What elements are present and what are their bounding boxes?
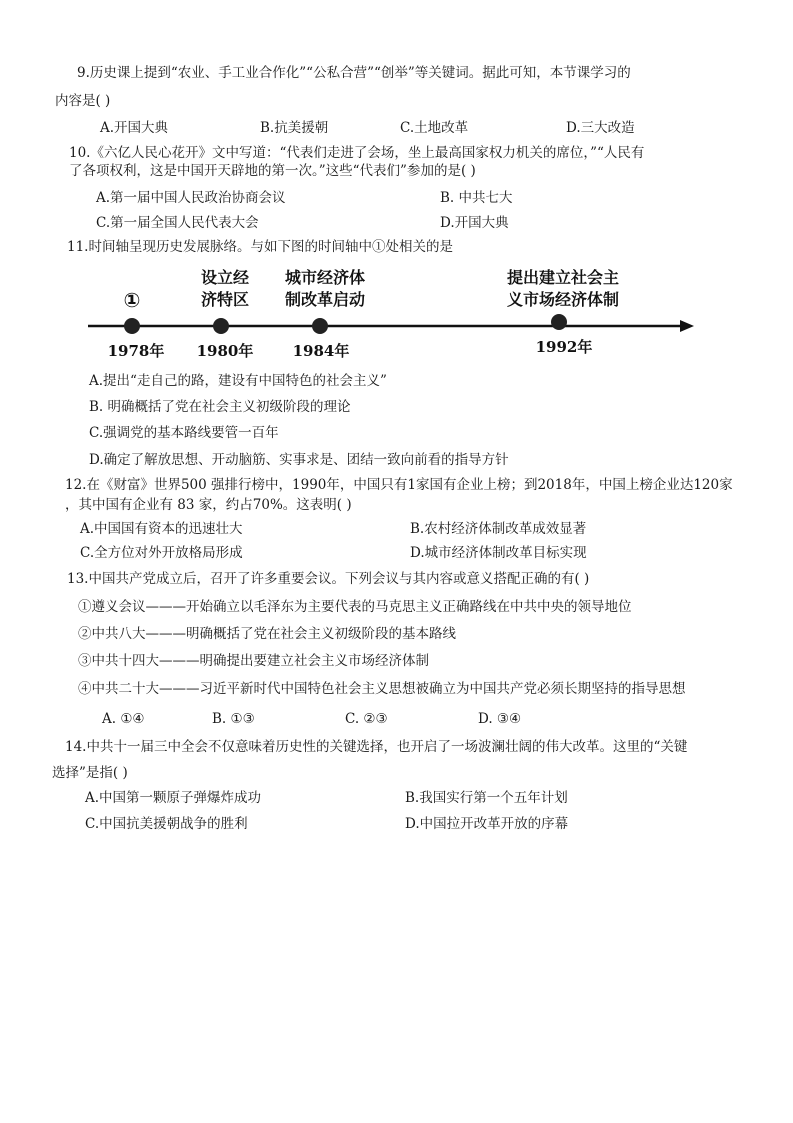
q11-option-b: B. 明确概括了党在社会主义初级阶段的理论 (89, 399, 351, 415)
q14-option-b: B.我国实行第一个五年计划 (405, 790, 568, 806)
timeline-marker-1: ① (123, 288, 141, 312)
q14-option-a: A.中国第一颗原子弹爆炸成功 (85, 790, 262, 806)
q10-option-c: C.第一届全国人民代表大会 (96, 215, 259, 231)
q13-option-a: A. ①④ (102, 711, 145, 727)
q12-option-b: B.农村经济体制改革成效显著 (410, 521, 587, 537)
q14-option-d: D.中国拉开改革开放的序幕 (405, 816, 569, 832)
q11-option-a: A.提出“走自己的路，建设有中国特色的社会主义” (89, 373, 387, 389)
q12-option-d: D.城市经济体制改革目标实现 (410, 545, 587, 561)
q9-option-a: A.开国大典 (100, 120, 169, 136)
timeline-arrow (680, 320, 694, 332)
timeline-dot-1984 (312, 318, 328, 334)
timeline-event-1980-line1: 设立经 (200, 268, 250, 287)
q12-option-c: C.全方位对外开放格局形成 (80, 545, 243, 561)
q13-item-2: ②中共八大———明确概括了党在社会主义初级阶段的基本路线 (78, 626, 456, 642)
timeline-dot-1978 (124, 318, 140, 334)
timeline-event-1992-line1: 提出建立社会主 (506, 268, 620, 287)
q10-stem-line2: 了各项权利，这是中国开天辟地的第一次。”这些“代表们”参加的是( ) (69, 163, 476, 179)
timeline-event-1984-line1: 城市经济体 (284, 268, 366, 287)
q10-stem-line1: 10.《六亿人民心花开》文中写道：“代表们走进了会场，坐上最高国家权力机关的席位，”“人民有 (69, 145, 645, 161)
q13-option-b: B. ①③ (212, 711, 255, 727)
q13-item-3: ③中共十四大———明确提出要建立社会主义市场经济体制 (78, 653, 429, 669)
timeline-event-1980-line2: 济特区 (200, 290, 250, 309)
q10-option-a: A.第一届中国人民政治协商会议 (96, 190, 286, 206)
q12-stem-line1: 12.在《财富》世界500 强排行榜中，1990年，中国只有1家国有企业上榜；到2018年，中国上榜企业达120家 (65, 477, 733, 493)
q11-option-d: D.确定了解放思想、开动脑筋、实事求是、团结一致向前看的指导方针 (89, 452, 509, 468)
q14-stem-line1: 14.中共十一届三中全会不仅意味着历史性的关键选择，也开启了一场波澜壮阔的伟大改革。这里的“关键 (65, 739, 688, 755)
q14-stem-line2: 选择”是指( ) (52, 765, 128, 781)
q13-option-c: C. ②③ (345, 711, 388, 727)
timeline-year-1980: 1980年 (196, 342, 254, 360)
timeline-dot-1992 (551, 314, 567, 330)
timeline-event-1984-line2: 制改革启动 (284, 290, 366, 309)
q11-stem: 11.时间轴呈现历史发展脉络。与如下图的时间轴中①处相关的是 (67, 239, 453, 255)
q13-item-4: ④中共二十大———习近平新时代中国特色社会主义思想被确立为中国共产党必须长期坚持的指导思想 (78, 681, 686, 697)
q11-option-c: C.强调党的基本路线要管一百年 (89, 425, 279, 441)
q10-option-b: B. 中共七大 (440, 190, 513, 206)
q14-option-c: C.中国抗美援朝战争的胜利 (85, 816, 248, 832)
timeline-year-1978: 1978年 (107, 342, 165, 360)
q9-option-d: D.三大改造 (566, 120, 635, 136)
q13-option-d: D. ③④ (478, 711, 522, 727)
q10-option-d: D.开国大典 (440, 215, 509, 231)
q12-option-a: A.中国国有资本的迅速壮大 (80, 521, 243, 537)
q13-stem: 13.中国共产党成立后，召开了许多重要会议。下列会议与其内容或意义搭配正确的有( ) (67, 571, 590, 587)
q9-option-c: C.土地改革 (400, 120, 469, 136)
timeline-year-1984: 1984年 (292, 342, 350, 360)
timeline-event-1992-line2: 义市场经济体制 (506, 290, 620, 309)
q9-option-b: B.抗美援朝 (260, 120, 329, 136)
q9-stem-line1: 9.历史课上提到“农业、手工业合作化”“公私合营”“创举”等关键词。据此可知，本节课学习的 (77, 65, 631, 81)
q13-item-1: ①遵义会议———开始确立以毛泽东为主要代表的马克思主义正确路线在中共中央的领导地位 (78, 599, 632, 615)
q12-stem-line2: ，其中国有企业有 83 家，约占70%。这表明( ) (65, 497, 352, 513)
timeline-figure (80, 260, 720, 370)
q9-stem-line2: 内容是( ) (55, 93, 111, 109)
timeline-year-1992: 1992年 (535, 338, 593, 356)
timeline-dot-1980 (213, 318, 229, 334)
